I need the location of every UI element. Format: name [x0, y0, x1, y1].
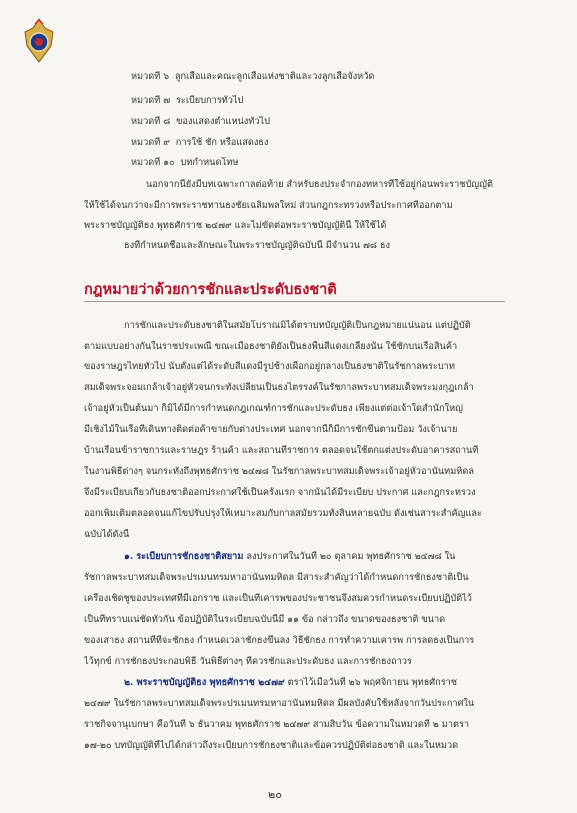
royal-emblem-icon	[22, 18, 56, 64]
item2-label: ๒. พระราชบัญญัติธง พุทธศักราช ๒๔๗๙	[124, 677, 285, 688]
body-line: จึงมีระเบียบเกี่ยวกับธงชาติออกประกาศใช้เป็นครั้งแรก จากนั้นได้มีระเบียบ ประกาศ และกฎกระทรวง	[84, 487, 476, 498]
item2-text: ตราไว้เมื่อวันที่ ๒๖ พฤศจิกายน พุทธศักราช	[284, 677, 458, 688]
item1-first-line	[124, 551, 506, 563]
body-line: ราชกิจจานุเบกษา คือวันที่ ๖ ธันวาคม พุทธศักราช ๒๔๗๙ สามสิบวัน ข้อความในหมวดที่ ๒ มาตรา	[84, 719, 470, 730]
body-line: บ้านเรือนข้าราชการและราษฎร ร้านค้า และสถานที่ราชการ ตลอดจนใช้ตกแต่งประดับอาคารสถานที่	[84, 445, 479, 456]
body-line: ในงานพิธีต่างๆ จนกระทั่งถึงพุทธศักราช ๒๔๗๘ ในรัชกาลพระบาทสมเด็จพระเจ้าอยู่หัวอานันทมหิดล	[84, 466, 474, 477]
chapter-title: ของแสดงตำแหน่งทั่วไป	[176, 116, 270, 127]
chapter-title: บทกำหนดโทษ	[180, 157, 239, 168]
chapter-num: หมวดที่ ๖	[131, 71, 170, 82]
chapter-title: การใช้ ชัก หรือแสดงธง	[175, 137, 269, 148]
body-line: มีเชิงไม้ในเรือที่เดินทางติดต่อค้าขายกับต่างประเทศ นอกจากนี้ก็มีการชักขึ้นตามป้อม วังเจ้านาย	[84, 424, 458, 435]
section-heading: กฎหมายว่าด้วยการชักและประดับธงชาติ	[84, 282, 337, 298]
chapter-8	[131, 116, 270, 128]
intro-line: นอกจากนี้ยังมีบทเฉพาะกาลต่อท้าย สำหรับธงประจำกองทหารที่ใช้อยู่ก่อนพระราชบัญญัติ	[146, 179, 493, 190]
body-line: ออกเพิ่มเติมตลอดจนแก้ไขปรับปรุงให้เหมาะสมกับกาลสมัยรวมทั้งสิ้นหลายฉบับ ดังเช่นสาระสำคัญและ	[84, 508, 482, 519]
heading-divider	[84, 301, 505, 302]
page-number: ๒๐	[268, 788, 282, 801]
intro-line: พระราชบัญญัติธง พุทธศักราช ๒๔๗๙ และไม่ขัดต่อพระราชบัญญัตินี้ ให้ใช้ได้	[84, 220, 387, 231]
body-line: เครื่องเชิดชูของประเทศที่มีเอกราช และเป็นที่เคารพของประชาชนจึงสมควรกำหนดระเบียบปฏิบัติไว้	[84, 593, 472, 604]
chapter-7	[131, 95, 243, 107]
item1-label: ๑. ระเบียบการชักธงชาติสยาม	[124, 551, 244, 562]
chapter-6	[131, 71, 374, 83]
chapter-title: ระเบียบการทั่วไป	[175, 95, 244, 106]
item2-first-line	[124, 677, 506, 689]
body-line: เจ้าอยู่หัวเป็นต้นมา ก็มิได้มีการกำหนดกฎเกณฑ์การชักและประดับธง เพียงแต่ต่อเจ้าใดสำนักใหญ่	[84, 403, 463, 414]
intro-line: ธงที่กำหนดชื่อและลักษณะในพระราชบัญญัติฉบับนี้ มีจำนวน ๗๘ ธง	[124, 240, 390, 251]
chapter-9	[131, 137, 268, 149]
body-line: ไว้ทุกข์ การชักธงประกอบพิธี วันพิธีต่างๆ ที่ควรชักและประดับธง และการชักธงถาวร	[84, 656, 412, 667]
chapter-num: หมวดที่ ๘	[131, 116, 171, 127]
body-line: รัชกาลพระบาทสมเด็จพระปรเมนทรมหาอานันทมหิดล มีสาระสำคัญว่าได้กำหนดการชักธงชาติเป็น	[84, 572, 469, 583]
item1-text: ลงประกาศในวันที่ ๒๐ ตุลาคม พุทธศักราช ๒๔๗๘ ใน	[243, 551, 456, 562]
body-line: สมเด็จพระจอมเกล้าเจ้าอยู่หัวจนกระทั่งเปลี่ยนเป็นธงไตรรงค์ในรัชกาลพระบาทสมเด็จพระมงกุฎเกล้า	[84, 382, 474, 393]
chapter-num: หมวดที่ ๑๐	[131, 157, 175, 168]
body-line: ๑๗-๒๐ บทบัญญัติที่ไปได้กล่าวถึงระเบียบการชักธงชาติและข้อควรปฏิบัติต่อธงชาติ และในหมวด	[84, 740, 459, 751]
chapter-title: ลูกเสือและคณะลูกเสือแห่งชาติและวงลูกเสือจังหวัด	[174, 71, 375, 82]
chapter-num: หมวดที่ ๙	[131, 137, 170, 148]
body-line: ของราษฎรไทยทั่วไป นับตั้งแต่ได้ระดับสีแดงมีรูปช้างเผือกอยู่กลางเป็นธงชาติในรัชกาลพระบาท	[84, 361, 455, 372]
chapter-10	[131, 157, 238, 169]
body-line: ของเสาธง สถานที่ที่จะชักธง กำหนดเวลาชักธงขึ้นลง วิธีชักธง การทำความเคารพ การลดธงเป็นการ	[84, 635, 475, 646]
body-line: ๒๔๗๙ ในรัชกาลพระบาทสมเด็จพระปรเมนทรมหาอานันทมหิดล มีผลบังคับใช้หลังจากวันประกาศใน	[84, 698, 475, 709]
body-line: การชักและประดับธงชาติในสมัยโบราณมิได้ตราบทบัญญัติเป็นกฎหมายแน่นอน แต่ปฏิบัติ	[124, 320, 471, 331]
chapter-num: หมวดที่ ๗	[131, 95, 171, 106]
body-line: ตามแบบอย่างกันในราชประเพณี ขณะเมื่อธงชาติยังเป็นธงพื้นสีแดงเกลี้ยงนั้น ใช้ชักบนเรือสินค้า	[84, 341, 458, 352]
body-line: ฉบับได้ดังนี้	[84, 529, 130, 540]
intro-line: ให้ใช้ได้จนกว่าจะมีการพระราชทานธงชัยเฉลิมพลใหม่ ส่วนกฎกระทรวงหรือประกาศที่ออกตาม	[84, 200, 453, 211]
body-line: เป็นที่ทราบแน่ชัดทั่วกัน ข้อปฏิบัติในระเบียบฉบับนี้มี ๑๑ ข้อ กล่าวถึง ขนาดของธงชาติ ขนาด	[84, 614, 446, 625]
